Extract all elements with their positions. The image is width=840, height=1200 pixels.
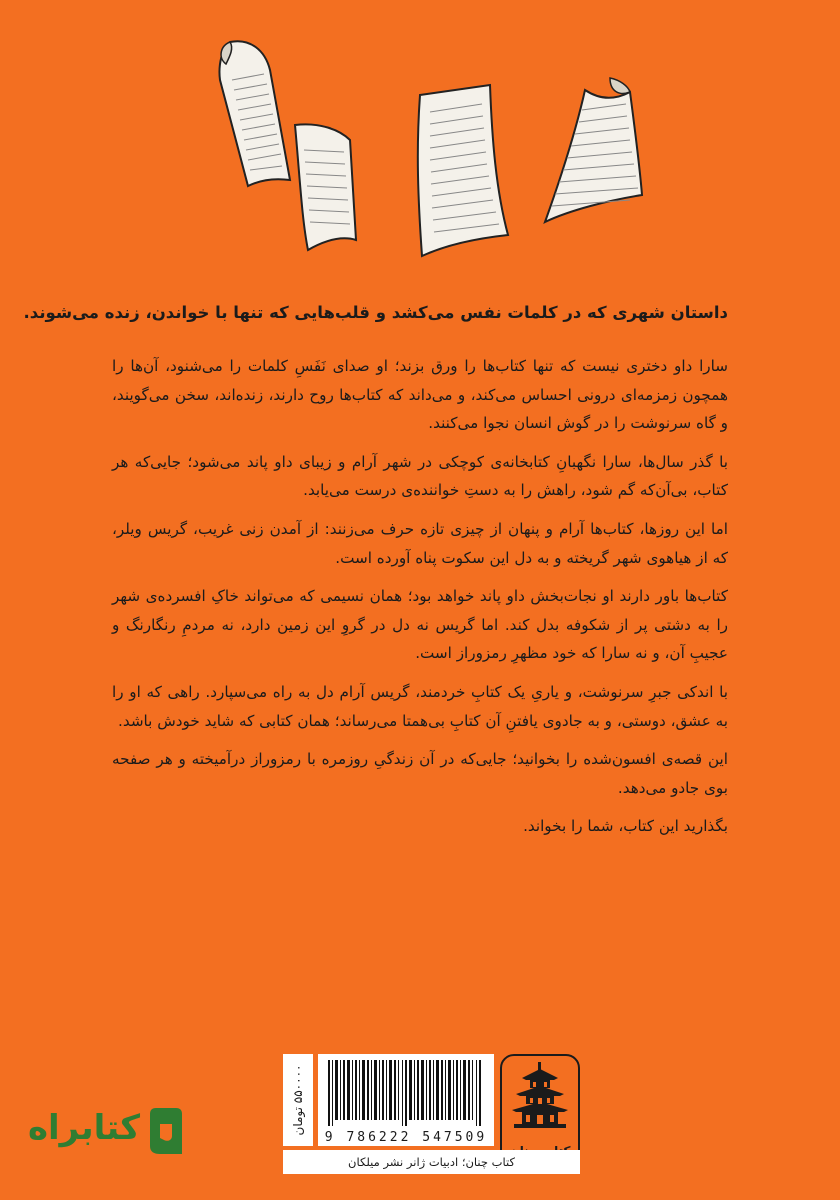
blurb-closing: بگذارید این کتاب، شما را بخواند.	[523, 817, 728, 836]
publisher-logo	[500, 1054, 580, 1164]
isbn-number: 9 786222 547509	[324, 1130, 488, 1145]
flying-page-icon	[545, 78, 642, 222]
blurb-paragraph: کتاب‌ها باور دارند او نجات‌بخش داو پاند خواهد بود؛ همان نسیمی که می‌تواند خاکِ افسرده‌ی شهر را به دشتی پر از شکوفه بدل کند. اما گریس نه دل در گروِ این زمین دارد، نه مردمِ رنگارنگ و عجیبِ آن، و نه سارا که خود مظهرِ رمزوراز است.	[112, 587, 728, 663]
ketabrah-logo	[27, 1100, 190, 1160]
blurb-paragraph: با گذر سال‌ها، سارا نگهبانِ کتابخانه‌ی کوچکی در شهر آرام و زیبای داو پاند می‌شود؛ جایی‌که هر کتاب، بی‌آن‌که گم شود، راهش را به دستِ خواننده‌ی درست می‌یابد.	[112, 452, 728, 500]
back-cover-blurb	[23, 300, 728, 851]
price-label	[283, 1054, 313, 1146]
blurb-paragraph: این قصه‌ی افسون‌شده را بخوانید؛ جایی‌که در آن زندگیِ روزمره با رمزوراز درآمیخته و هر صفحه بوی جادو می‌دهد.	[112, 750, 728, 797]
blurb-paragraph: سارا داو دختری نیست که تنها کتاب‌ها را ورق بزند؛ او صدای نَفَسِ کلمات را می‌شنود، آن‌ها را همچون زمزمه‌ای درونی احساس می‌کند، و می‌داند که کتاب‌ها روح دارند، زنده‌اند، سخن می‌گویند، و گاه سرنوشت را در گوش انسان نجوا می‌کنند.	[112, 357, 728, 433]
price-text: ۵۵۰۰۰۰ تومان	[291, 1064, 305, 1136]
flying-pages-illustration	[190, 30, 670, 280]
barcode-icon	[318, 1054, 494, 1130]
ketabrah-wordmark: کتابراه	[27, 1108, 140, 1148]
flying-page-icon	[295, 124, 356, 250]
blurb-paragraph: اما این روزها، کتاب‌ها آرام و پنهان از چیزی تازه حرف می‌زنند: از آمدن زنی غریب، گریس ویلر، که از هیاهوی شهر گریخته و به دل این سکوت پناه آورده است.	[112, 519, 728, 567]
isbn-barcode	[318, 1054, 494, 1146]
flying-page-icon	[418, 85, 508, 256]
blurb-headline: داستان شهری که در کلمات نفس می‌کشد و قلب‌هایی که تنها با خواندن، زنده می‌شوند.	[23, 303, 728, 322]
pagoda-icon	[502, 1056, 578, 1142]
blurb-paragraph: با اندکی جبرِ سرنوشت، و یاریِ یک کتابِ خردمند، گریس آرام دل به راه می‌سپارد. راهی که او را به عشق، دوستی، و به جادوی یافتنِ آن کتابِ بی‌همتا می‌رساند؛ همان کتابی که شاید خودش باشد.	[112, 682, 728, 730]
flying-page-icon	[219, 41, 290, 186]
ketabrah-mark-icon	[144, 1106, 188, 1156]
genre-publisher-line: کتاب چنان؛ ادبیات ژانر نشر میلکان	[283, 1150, 580, 1174]
